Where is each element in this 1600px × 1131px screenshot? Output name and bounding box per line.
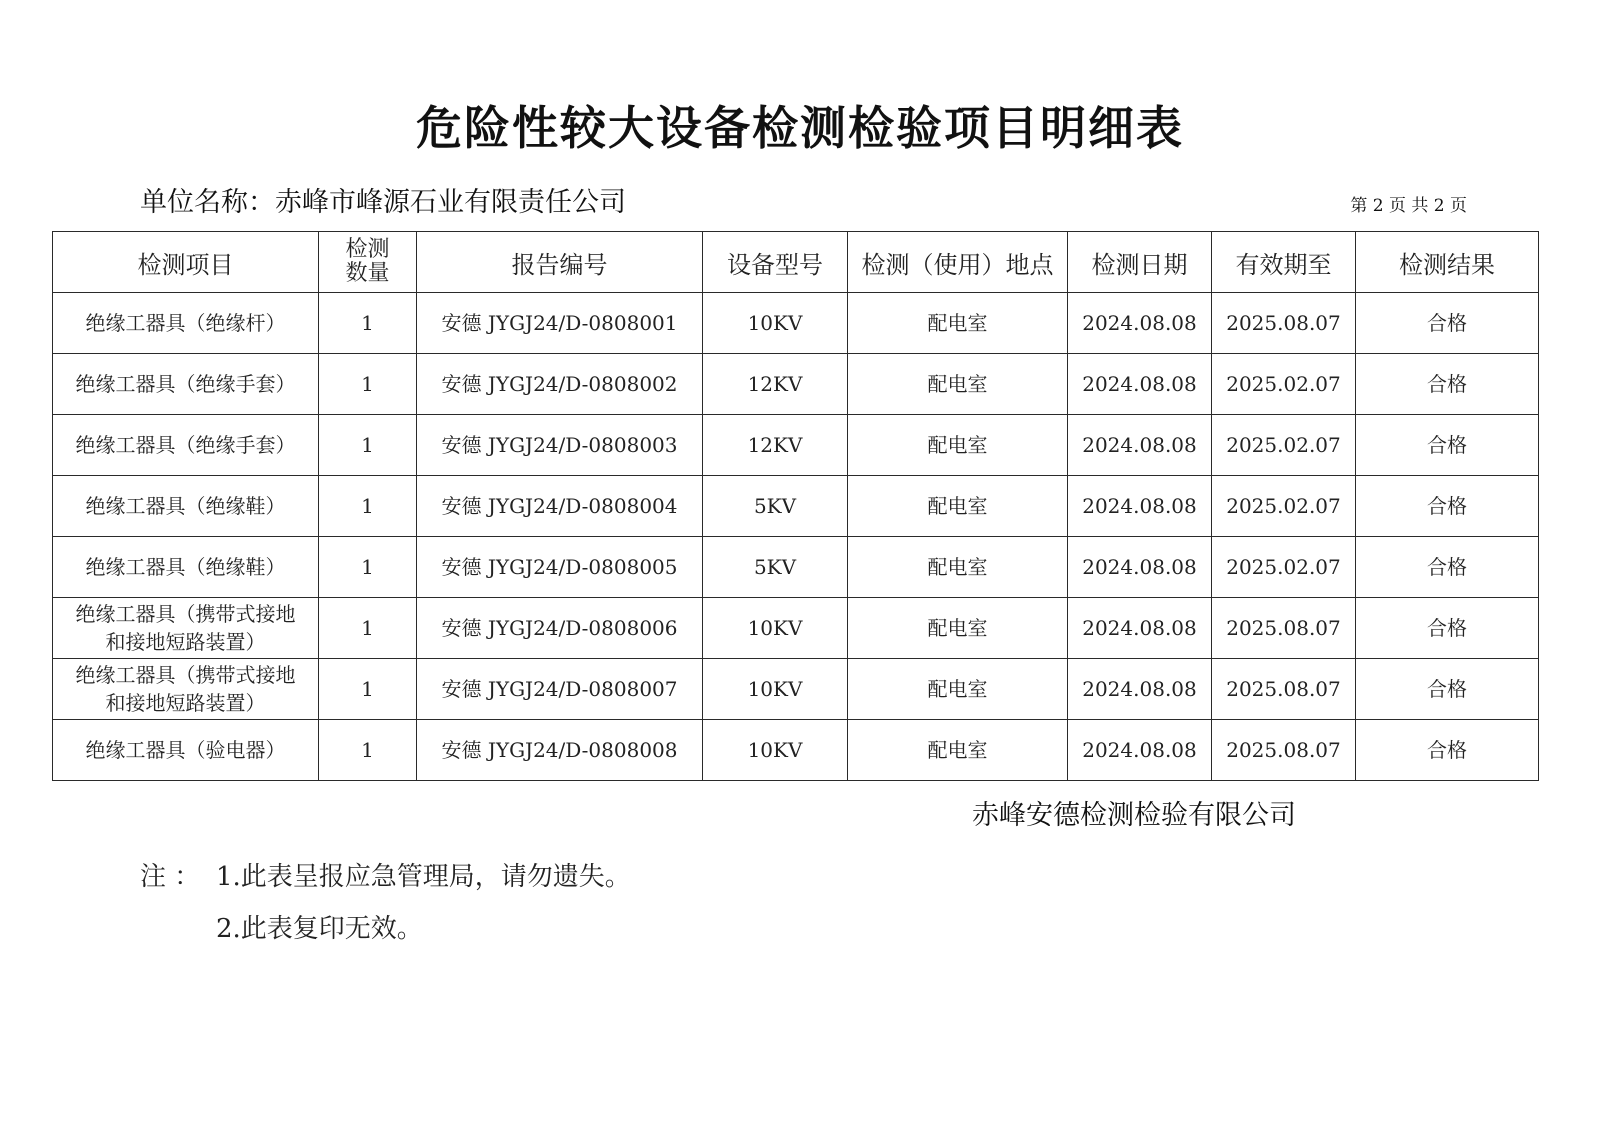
note-item: 1.此表呈报应急管理局，请勿遗失。 <box>216 861 631 892</box>
note-item: 2.此表复印无效。 <box>216 913 423 944</box>
cell-item: 绝缘工器具（绝缘手套） <box>53 415 319 476</box>
cell-location: 配电室 <box>848 476 1068 537</box>
cell-model: 10KV <box>703 293 848 354</box>
cell-report-no: 安德 JYGJ24/D-0808005 <box>417 537 703 598</box>
cell-item: 绝缘工器具（绝缘手套） <box>53 354 319 415</box>
header-model: 设备型号 <box>703 232 848 293</box>
cell-model: 12KV <box>703 354 848 415</box>
cell-report-no: 安德 JYGJ24/D-0808008 <box>417 720 703 781</box>
header-valid-until: 有效期至 <box>1212 232 1356 293</box>
cell-report-no: 安德 JYGJ24/D-0808003 <box>417 415 703 476</box>
table-row <box>53 720 1539 781</box>
cell-quantity: 1 <box>319 659 417 720</box>
table-header-row <box>53 232 1539 293</box>
cell-item: 绝缘工器具（绝缘鞋） <box>53 476 319 537</box>
cell-location: 配电室 <box>848 659 1068 720</box>
header-result: 检测结果 <box>1356 232 1539 293</box>
unit-name-line: 单位名称：赤峰市峰源石业有限责任公司 <box>140 187 626 218</box>
header-item: 检测项目 <box>53 232 319 293</box>
table-body <box>53 293 1539 781</box>
header-test-date: 检测日期 <box>1068 232 1212 293</box>
cell-valid-until: 2025.08.07 <box>1212 293 1356 354</box>
note-row <box>140 900 631 952</box>
cell-result: 合格 <box>1356 659 1539 720</box>
cell-model: 10KV <box>703 598 848 659</box>
cell-result: 合格 <box>1356 354 1539 415</box>
table-row <box>53 476 1539 537</box>
cell-report-no: 安德 JYGJ24/D-0808001 <box>417 293 703 354</box>
cell-result: 合格 <box>1356 476 1539 537</box>
cell-model: 12KV <box>703 415 848 476</box>
cell-model: 10KV <box>703 659 848 720</box>
cell-location: 配电室 <box>848 720 1068 781</box>
cell-item: 绝缘工器具（携带式接地 和接地短路装置） <box>53 659 319 720</box>
cell-quantity: 1 <box>319 598 417 659</box>
notes-label: 注 ： <box>140 861 201 892</box>
cell-model: 5KV <box>703 476 848 537</box>
cell-item: 绝缘工器具（验电器） <box>53 720 319 781</box>
cell-test-date: 2024.08.08 <box>1068 537 1212 598</box>
cell-item: 绝缘工器具（携带式接地 和接地短路装置） <box>53 598 319 659</box>
cell-quantity: 1 <box>319 415 417 476</box>
document-title: 危险性较大设备检测检验项目明细表 <box>416 101 1184 155</box>
cell-valid-until: 2025.02.07 <box>1212 354 1356 415</box>
cell-test-date: 2024.08.08 <box>1068 415 1212 476</box>
table-row <box>53 659 1539 720</box>
cell-report-no: 安德 JYGJ24/D-0808002 <box>417 354 703 415</box>
cell-model: 10KV <box>703 720 848 781</box>
notes-block <box>140 848 631 952</box>
cell-result: 合格 <box>1356 537 1539 598</box>
header-location: 检测（使用）地点 <box>848 232 1068 293</box>
cell-valid-until: 2025.02.07 <box>1212 476 1356 537</box>
cell-test-date: 2024.08.08 <box>1068 293 1212 354</box>
cell-location: 配电室 <box>848 598 1068 659</box>
cell-valid-until: 2025.08.07 <box>1212 598 1356 659</box>
cell-test-date: 2024.08.08 <box>1068 354 1212 415</box>
cell-location: 配电室 <box>848 354 1068 415</box>
cell-location: 配电室 <box>848 415 1068 476</box>
cell-result: 合格 <box>1356 293 1539 354</box>
table-row <box>53 415 1539 476</box>
note-row <box>140 848 631 900</box>
cell-quantity: 1 <box>319 293 417 354</box>
cell-quantity: 1 <box>319 537 417 598</box>
cell-item: 绝缘工器具（绝缘鞋） <box>53 537 319 598</box>
cell-valid-until: 2025.08.07 <box>1212 720 1356 781</box>
cell-valid-until: 2025.02.07 <box>1212 415 1356 476</box>
cell-test-date: 2024.08.08 <box>1068 659 1212 720</box>
header-quantity: 检测 数量 <box>319 232 417 293</box>
cell-quantity: 1 <box>319 354 417 415</box>
inspection-company-signature: 赤峰安德检测检验有限公司 <box>972 800 1296 831</box>
cell-quantity: 1 <box>319 476 417 537</box>
inspection-detail-table <box>52 231 1539 781</box>
table-row <box>53 354 1539 415</box>
cell-model: 5KV <box>703 537 848 598</box>
page-number: 第 2 页 共 2 页 <box>1350 196 1467 216</box>
cell-test-date: 2024.08.08 <box>1068 598 1212 659</box>
cell-test-date: 2024.08.08 <box>1068 720 1212 781</box>
cell-report-no: 安德 JYGJ24/D-0808006 <box>417 598 703 659</box>
table-row <box>53 293 1539 354</box>
cell-report-no: 安德 JYGJ24/D-0808007 <box>417 659 703 720</box>
cell-valid-until: 2025.02.07 <box>1212 537 1356 598</box>
cell-test-date: 2024.08.08 <box>1068 476 1212 537</box>
table-row <box>53 537 1539 598</box>
cell-valid-until: 2025.08.07 <box>1212 659 1356 720</box>
cell-result: 合格 <box>1356 415 1539 476</box>
cell-result: 合格 <box>1356 598 1539 659</box>
cell-quantity: 1 <box>319 720 417 781</box>
cell-location: 配电室 <box>848 293 1068 354</box>
cell-result: 合格 <box>1356 720 1539 781</box>
header-report-no: 报告编号 <box>417 232 703 293</box>
cell-report-no: 安德 JYGJ24/D-0808004 <box>417 476 703 537</box>
cell-item: 绝缘工器具（绝缘杆） <box>53 293 319 354</box>
cell-location: 配电室 <box>848 537 1068 598</box>
table-row <box>53 598 1539 659</box>
